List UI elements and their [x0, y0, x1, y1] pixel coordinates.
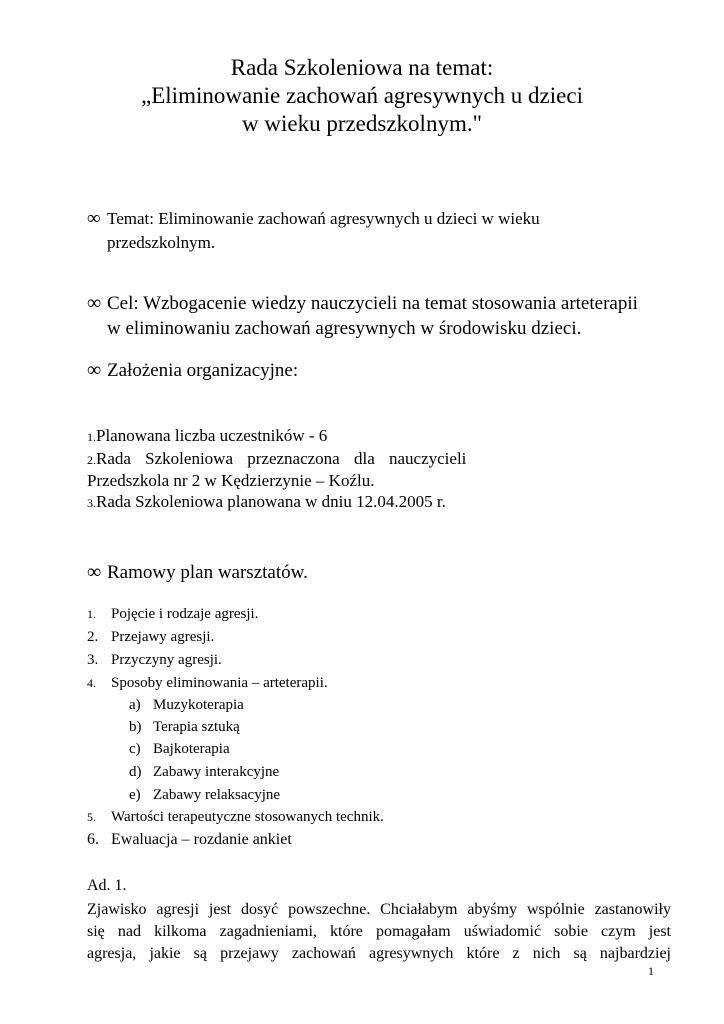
- subitem-letter: b): [129, 719, 142, 735]
- item-text: Pojęcie i rodzaje agresji.: [111, 606, 259, 622]
- subitem-letter: c): [129, 741, 141, 757]
- item-text: Wartości terapeutyczne stosowanych technik.: [111, 809, 384, 825]
- item-text: Przyczyny agresji.: [111, 652, 222, 668]
- subitem-letter: e): [129, 787, 141, 803]
- item-text: Przejawy agresji.: [111, 629, 215, 645]
- item-number: 3.: [87, 496, 96, 510]
- infinity-bullet-icon: ∞: [87, 359, 102, 381]
- subitem-text: Bajkoterapia: [153, 741, 230, 757]
- ad1-line-1: Zjawisko agresji jest dosyć powszechne. Chciałabym abyśmy wspólnie zastanowiły: [87, 901, 671, 918]
- item-number: 6.: [87, 831, 99, 848]
- title-line-3: w wieku przedszkolnym.": [242, 111, 482, 136]
- plan-subitem-b: [129, 719, 240, 736]
- cel-line-1: Cel: Wzbogacenie wiedzy nauczycieli na temat stosowania arteterapii: [107, 293, 638, 314]
- ad1-line-3: agresja, jakie są przejawy zachowań agresywnych które z nich są najbardziej: [87, 945, 671, 962]
- title-line-2: „Eliminowanie zachowań agresywnych u dzieci: [141, 83, 583, 108]
- zalozenia-heading: Założenia organizacyjne:: [107, 360, 299, 381]
- plan-item-2: [87, 629, 214, 646]
- subitem-letter: d): [129, 764, 142, 780]
- subitem-text: Zabawy relaksacyjne: [153, 787, 281, 803]
- plan-subitem-c: [129, 741, 230, 758]
- item-text: Sposoby eliminowania – arteterapii.: [111, 675, 328, 691]
- item-number: 3.: [87, 652, 99, 668]
- plan-item-4: [87, 675, 328, 692]
- item-text: Rada Szkoleniowa przeznaczona dla nauczycieli: [96, 449, 467, 468]
- item-text: Planowana liczba uczestników - 6: [96, 426, 328, 445]
- plan-item-1: [87, 606, 258, 623]
- subitem-text: Terapia sztuką: [153, 719, 240, 735]
- item-number: 1.: [87, 607, 96, 621]
- item-number: 4.: [87, 676, 96, 690]
- infinity-bullet-icon: ∞: [87, 208, 101, 229]
- zalozenia-item-2-continuation: Przedszkola nr 2 w Kędzierzynie – Koźlu.: [87, 471, 375, 490]
- ad1-heading: Ad. 1.: [87, 877, 127, 894]
- item-number: 2.: [87, 453, 96, 467]
- plan-item-5: [87, 809, 384, 826]
- plan-heading: Ramowy plan warsztatów.: [107, 562, 308, 583]
- infinity-bullet-icon: ∞: [87, 292, 102, 314]
- temat-line-1: Temat: Eliminowanie zachowań agresywnych u dzieci w wieku: [107, 209, 540, 228]
- plan-item-3: [87, 652, 222, 669]
- subitem-letter: a): [129, 697, 141, 713]
- cel-line-2: w eliminowaniu zachowań agresywnych w środowisku dzieci.: [107, 318, 582, 339]
- temat-line-2: przedszkolnym.: [107, 233, 216, 252]
- item-number: 5.: [87, 810, 96, 824]
- ad1-line-2: się nad kilkoma zagadnieniami, które pomagałam uświadomić sobie czym jest: [87, 923, 671, 940]
- subitem-text: Muzykoterapia: [153, 697, 244, 713]
- plan-subitem-e: [129, 787, 280, 804]
- plan-subitem-d: [129, 764, 279, 781]
- zalozenia-item-2: [87, 449, 512, 469]
- item-number: 2.: [87, 629, 99, 645]
- zalozenia-item-3: [87, 492, 446, 512]
- page-number: 1: [648, 964, 654, 978]
- plan-item-6: [87, 831, 292, 849]
- item-number: 1.: [87, 430, 96, 444]
- plan-subitem-a: [129, 697, 244, 714]
- item-text: Rada Szkoleniowa planowana w dniu 12.04.2005 r.: [96, 492, 446, 511]
- subitem-text: Zabawy interakcyjne: [153, 764, 280, 780]
- title-line-1: Rada Szkoleniowa na temat:: [230, 55, 494, 80]
- item-text: Ewaluacja – rozdanie ankiet: [111, 831, 292, 848]
- infinity-bullet-icon: ∞: [87, 561, 102, 583]
- document-title: [0, 54, 724, 138]
- zalozenia-item-1: [87, 426, 327, 446]
